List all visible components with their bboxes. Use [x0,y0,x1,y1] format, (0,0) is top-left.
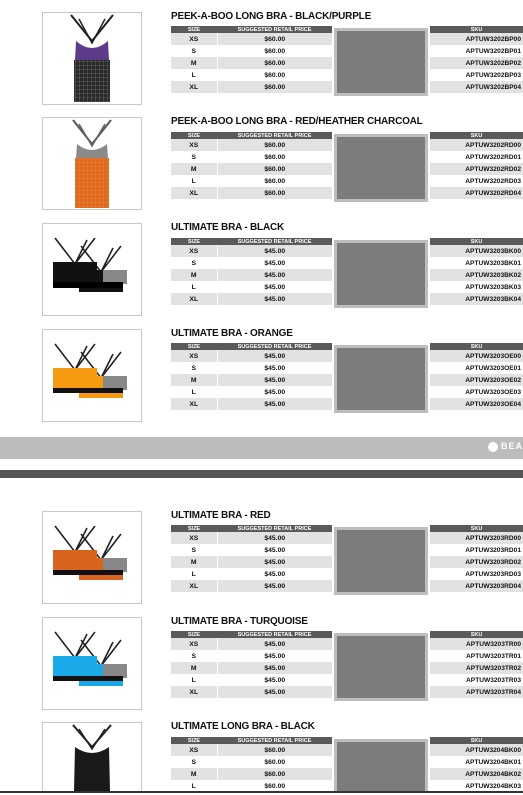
sku-table [430,343,523,410]
table-row [430,350,523,362]
price-table [171,26,332,93]
table-row [171,398,332,410]
table-cell: $60.00 [217,187,332,199]
table-cell: SIZE [171,132,217,139]
table-row [430,686,523,698]
table-cell: SIZE [171,737,217,744]
table-cell: APTUW3203OE02 [430,374,523,386]
table-cell: $45.00 [217,532,332,544]
table-row [430,362,523,374]
table-cell: $60.00 [217,780,332,792]
table-row [430,163,523,175]
table-cell: SUGGESTED RETAIL PRICE [217,525,332,532]
table-cell: $45.00 [217,245,332,257]
table-cell: L [171,281,217,293]
product-title: ULTIMATE BRA - BLACK [171,222,285,233]
table-cell: S [171,544,217,556]
table-cell: $45.00 [217,638,332,650]
table-cell: APTUW3203RD03 [430,568,523,580]
table-cell: M [171,662,217,674]
table-row [430,81,523,93]
table-cell: APTUW3203RD00 [430,532,523,544]
table-cell: XL [171,187,217,199]
table-cell: XS [171,532,217,544]
product-title: PEEK-A-BOO LONG BRA - RED/HEATHER CHARCOAL [171,116,423,127]
table-row [171,686,332,698]
table-row [171,580,332,592]
table-row [171,737,332,744]
table-row [171,631,332,638]
table-cell: APTUW3202RD03 [430,175,523,187]
price-header: SUGGESTED RETAIL PRICE [217,26,332,33]
table-cell: APTUW3204BK03 [430,780,523,792]
table-row [430,737,523,744]
table-row [171,293,332,305]
color-swatch [334,240,428,308]
table-cell: APTUW3203RD02 [430,556,523,568]
table-cell: $45.00 [217,386,332,398]
table-cell: $60.00 [217,139,332,151]
color-swatch [334,345,428,413]
table-cell: APTUW3203RD01 [430,544,523,556]
table-cell: APTUW3203OE03 [430,386,523,398]
table-cell: $60.00 [217,45,332,57]
product-title: ULTIMATE BRA - TURQUOISE [171,616,308,627]
table-cell: L [171,386,217,398]
table-row [430,245,523,257]
table-row [430,187,523,199]
sku-table [430,525,523,592]
table-row [430,238,523,245]
table-cell: APTUW3202BP04 [430,81,523,93]
table-cell: SUGGESTED RETAIL PRICE [217,238,332,245]
table-cell: L [171,674,217,686]
table-cell: M [171,556,217,568]
table-row [171,768,332,780]
table-cell: APTUW3203BK03 [430,281,523,293]
table-cell: M [171,163,217,175]
table-cell: APTUW3202BP01 [430,45,523,57]
table-cell: M [171,374,217,386]
table-cell: M [171,269,217,281]
table-row [430,293,523,305]
table-cell: $60.00 [217,768,332,780]
price-table [171,238,332,305]
table-row [171,151,332,163]
bottom-rule [0,791,523,793]
table-row [171,386,332,398]
table-row [171,163,332,175]
table-cell: S [171,257,217,269]
table-row [430,650,523,662]
table-cell: S [171,362,217,374]
table-cell: SUGGESTED RETAIL PRICE [217,343,332,350]
table-row [171,374,332,386]
sku-table [430,132,523,199]
color-swatch [334,739,428,791]
table-row [171,26,332,33]
table-row [171,362,332,374]
table-cell: APTUW3202RD00 [430,139,523,151]
table-row [430,756,523,768]
sku-table [430,238,523,305]
table-cell: APTUW3203TR04 [430,686,523,698]
table-cell: APTUW3203TR03 [430,674,523,686]
table-row [430,281,523,293]
table-cell: M [171,768,217,780]
table-cell: $60.00 [217,33,332,45]
table-row [430,544,523,556]
table-cell: APTUW3202BP03 [430,69,523,81]
price-table [171,737,332,792]
price-table [171,631,332,698]
table-cell: XS [171,33,217,45]
table-row [171,257,332,269]
price-table [171,132,332,199]
product-image-orange-bra [42,329,142,422]
table-row [430,580,523,592]
table-row [430,139,523,151]
table-row [171,674,332,686]
table-row [171,57,332,69]
table-cell: S [171,45,217,57]
table-row [430,374,523,386]
table-cell: L [171,780,217,792]
table-row [430,662,523,674]
table-cell: $45.00 [217,398,332,410]
table-row [171,638,332,650]
color-swatch [334,134,428,202]
sku-table [430,631,523,698]
table-cell: XS [171,245,217,257]
price-table [171,525,332,592]
table-cell: XL [171,293,217,305]
table-row [171,662,332,674]
table-cell: XL [171,686,217,698]
table-row [430,638,523,650]
table-row [171,650,332,662]
table-cell: XS [171,638,217,650]
table-row [171,756,332,768]
table-cell: $45.00 [217,257,332,269]
table-row [430,26,523,33]
table-cell: SKU [430,132,523,139]
table-row [171,187,332,199]
table-cell: $45.00 [217,281,332,293]
table-cell: APTUW3204BK02 [430,768,523,780]
table-cell: SUGGESTED RETAIL PRICE [217,737,332,744]
table-row [171,69,332,81]
table-row [171,269,332,281]
table-row [171,525,332,532]
table-cell: XS [171,744,217,756]
table-cell: SIZE [171,238,217,245]
table-cell: APTUW3202RD02 [430,163,523,175]
color-swatch [334,527,428,595]
table-row [430,257,523,269]
product-image-turquoise-bra [42,617,142,710]
product-title: ULTIMATE BRA - ORANGE [171,328,293,339]
table-cell: APTUW3203TR01 [430,650,523,662]
product-image-red-bra [42,511,142,604]
table-row [430,386,523,398]
table-cell: XS [171,350,217,362]
table-cell: SKU [430,737,523,744]
table-row [171,350,332,362]
table-row [430,568,523,580]
table-row [430,69,523,81]
table-cell: APTUW3203BK01 [430,257,523,269]
product-title: PEEK-A-BOO LONG BRA - BLACK/PURPLE [171,11,372,22]
table-cell: $45.00 [217,556,332,568]
table-row [171,343,332,350]
table-row [171,175,332,187]
page-footer-band [0,437,523,459]
table-row [171,281,332,293]
sku-table [430,26,523,93]
table-cell: APTUW3203RD04 [430,580,523,592]
table-cell: APTUW3203BK00 [430,245,523,257]
table-row [430,343,523,350]
table-cell: XL [171,81,217,93]
table-row [171,238,332,245]
table-row [430,525,523,532]
table-cell: APTUW3203TR00 [430,638,523,650]
table-row [171,245,332,257]
brand-icon [488,442,498,452]
table-row [171,132,332,139]
product-image-black-long-bra [42,722,142,791]
table-cell: $45.00 [217,544,332,556]
table-row [171,556,332,568]
product-image-black-bra [42,223,142,316]
table-row [430,151,523,163]
table-cell: $45.00 [217,269,332,281]
table-row [171,568,332,580]
table-cell: $45.00 [217,686,332,698]
product-image-red-long-bra [42,117,142,210]
table-cell: L [171,568,217,580]
table-cell: APTUW3202RD01 [430,151,523,163]
table-cell: $60.00 [217,163,332,175]
table-cell: $45.00 [217,650,332,662]
table-row [430,45,523,57]
table-cell: $60.00 [217,81,332,93]
table-cell: S [171,650,217,662]
table-cell: $45.00 [217,374,332,386]
table-row [171,744,332,756]
table-cell: XS [171,139,217,151]
table-cell: APTUW3203OE00 [430,350,523,362]
table-row [430,132,523,139]
product-title: ULTIMATE BRA - RED [171,510,271,521]
table-row [171,544,332,556]
product-image-black-purple-long-bra [42,12,142,105]
table-cell: $45.00 [217,568,332,580]
table-row [430,631,523,638]
table-cell: SKU [430,631,523,638]
table-row [430,556,523,568]
table-row [430,744,523,756]
table-cell: $45.00 [217,580,332,592]
table-cell: $60.00 [217,744,332,756]
table-cell: $45.00 [217,350,332,362]
table-cell: APTUW3202RD04 [430,187,523,199]
table-cell: APTUW3203OE04 [430,398,523,410]
table-row [171,81,332,93]
table-cell: APTUW3203OE01 [430,362,523,374]
page-divider [0,470,523,478]
table-cell: $45.00 [217,674,332,686]
table-cell: SUGGESTED RETAIL PRICE [217,631,332,638]
color-swatch [334,28,428,96]
table-row [171,33,332,45]
table-cell: $60.00 [217,756,332,768]
table-cell: L [171,175,217,187]
table-row [171,139,332,151]
color-swatch [334,633,428,701]
table-cell: APTUW3203BK02 [430,269,523,281]
table-cell: SUGGESTED RETAIL PRICE [217,132,332,139]
table-cell: S [171,151,217,163]
table-cell: APTUW3204BK01 [430,756,523,768]
table-row [430,57,523,69]
size-header: SIZE [171,26,217,33]
table-cell: APTUW3202BP02 [430,57,523,69]
table-cell: SIZE [171,343,217,350]
table-row [430,175,523,187]
table-cell: $45.00 [217,362,332,374]
table-row [430,398,523,410]
table-cell: $45.00 [217,293,332,305]
table-row [430,674,523,686]
table-row [430,33,523,45]
table-cell: APTUW3202BP00 [430,33,523,45]
table-cell: $45.00 [217,662,332,674]
table-cell: SIZE [171,525,217,532]
sku-header: SKU [430,26,523,33]
table-cell: SKU [430,525,523,532]
price-table [171,343,332,410]
sku-table [430,737,523,792]
table-cell: XL [171,580,217,592]
table-cell: $60.00 [217,57,332,69]
table-cell: SKU [430,238,523,245]
table-cell: XL [171,398,217,410]
table-cell: APTUW3203TR02 [430,662,523,674]
table-cell: SIZE [171,631,217,638]
table-cell: L [171,69,217,81]
table-row [171,45,332,57]
table-row [430,269,523,281]
table-cell: APTUW3203BK04 [430,293,523,305]
table-cell: $60.00 [217,151,332,163]
table-row [171,532,332,544]
table-cell: $60.00 [217,69,332,81]
table-cell: APTUW3204BK00 [430,744,523,756]
table-row [430,532,523,544]
table-cell: $60.00 [217,175,332,187]
brand-logo: BEA [488,441,523,452]
table-cell: M [171,57,217,69]
product-title: ULTIMATE LONG BRA - BLACK [171,721,315,732]
table-cell: S [171,756,217,768]
table-cell: SKU [430,343,523,350]
table-row [430,768,523,780]
